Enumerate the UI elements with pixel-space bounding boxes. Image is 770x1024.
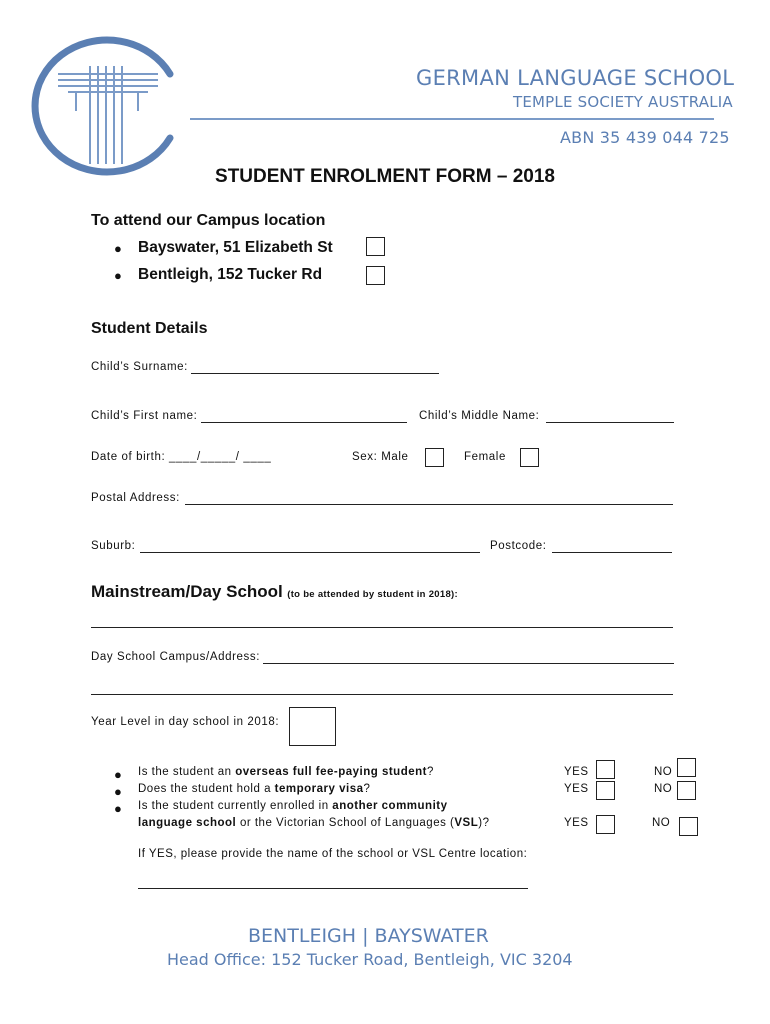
footer-campuses: BENTLEIGH | BAYSWATER (248, 925, 489, 947)
checkbox-female[interactable] (520, 448, 539, 467)
day-school-address-label: Day School Campus/Address: (91, 651, 261, 663)
postcode-label: Postcode: (490, 540, 547, 552)
day-school-name-field[interactable] (91, 627, 673, 628)
school-logo (28, 36, 188, 176)
checkbox-visa-yes[interactable] (596, 781, 615, 800)
question-visa: Does the student hold a temporary visa? (138, 783, 371, 795)
society-name: TEMPLE SOCIETY AUSTRALIA (513, 93, 733, 111)
sex-female-label: Female (464, 451, 506, 463)
surname-label: Child’s Surname: (91, 361, 188, 373)
if-yes-instruction: If YES, please provide the name of the school or VSL Centre location: (138, 848, 528, 860)
checkbox-community-yes[interactable] (596, 815, 615, 834)
no-label: NO (652, 817, 671, 829)
first-name-label: Child’s First name: (91, 410, 198, 422)
bullet-icon: ● (114, 268, 122, 283)
checkbox-overseas-no[interactable] (677, 758, 696, 777)
yes-label: YES (564, 817, 589, 829)
suburb-field[interactable] (140, 552, 480, 553)
postcode-field[interactable] (552, 552, 672, 553)
surname-field[interactable] (191, 373, 439, 374)
postal-address-label: Postal Address: (91, 492, 180, 504)
header-divider (190, 118, 714, 120)
mainstream-note: (to be attended by student in 2018): (287, 589, 458, 600)
postal-address-field[interactable] (185, 504, 673, 505)
sex-male-label: Sex: Male (352, 451, 409, 463)
form-title: STUDENT ENROLMENT FORM – 2018 (215, 166, 555, 187)
day-school-address-field[interactable] (263, 663, 674, 664)
middle-name-field[interactable] (546, 422, 674, 423)
yes-label: YES (564, 766, 589, 778)
bullet-icon: ● (114, 767, 122, 782)
mainstream-heading-row (91, 582, 458, 602)
no-label: NO (654, 766, 673, 778)
student-details-heading: Student Details (91, 320, 208, 337)
campus-heading: To attend our Campus location (91, 212, 326, 229)
bullet-icon: ● (114, 784, 122, 799)
checkbox-community-no[interactable] (679, 817, 698, 836)
question-community-school: Is the student currently enrolled in another community language school or the Victorian School of Languages (VSL)? (138, 800, 490, 829)
footer-head-office: Head Office: 152 Tucker Road, Bentleigh, VIC 3204 (167, 950, 573, 969)
checkbox-bentleigh[interactable] (366, 266, 385, 285)
no-label: NO (654, 783, 673, 795)
yes-label: YES (564, 783, 589, 795)
middle-name-label: Child’s Middle Name: (419, 410, 540, 422)
checkbox-overseas-yes[interactable] (596, 760, 615, 779)
checkbox-bayswater[interactable] (366, 237, 385, 256)
school-location-field[interactable] (138, 888, 528, 889)
checkbox-male[interactable] (425, 448, 444, 467)
dob-field[interactable]: Date of birth: ____/_____/ ____ (91, 451, 272, 463)
mainstream-heading: Mainstream/Day School (91, 582, 283, 601)
suburb-label: Suburb: (91, 540, 136, 552)
bullet-icon: ● (114, 241, 122, 256)
first-name-field[interactable] (201, 422, 407, 423)
campus-option-bayswater: Bayswater, 51 Elizabeth St (138, 239, 333, 256)
school-name: GERMAN LANGUAGE SCHOOL (416, 66, 735, 90)
abn-number: ABN 35 439 044 725 (560, 128, 730, 147)
year-level-input[interactable] (289, 707, 336, 746)
day-school-address-field-2[interactable] (91, 694, 673, 695)
campus-option-bentleigh: Bentleigh, 152 Tucker Rd (138, 266, 323, 283)
bullet-icon: ● (114, 801, 122, 816)
year-level-label: Year Level in day school in 2018: (91, 716, 280, 728)
checkbox-visa-no[interactable] (677, 781, 696, 800)
question-overseas: Is the student an overseas full fee-paying student? (138, 766, 434, 778)
